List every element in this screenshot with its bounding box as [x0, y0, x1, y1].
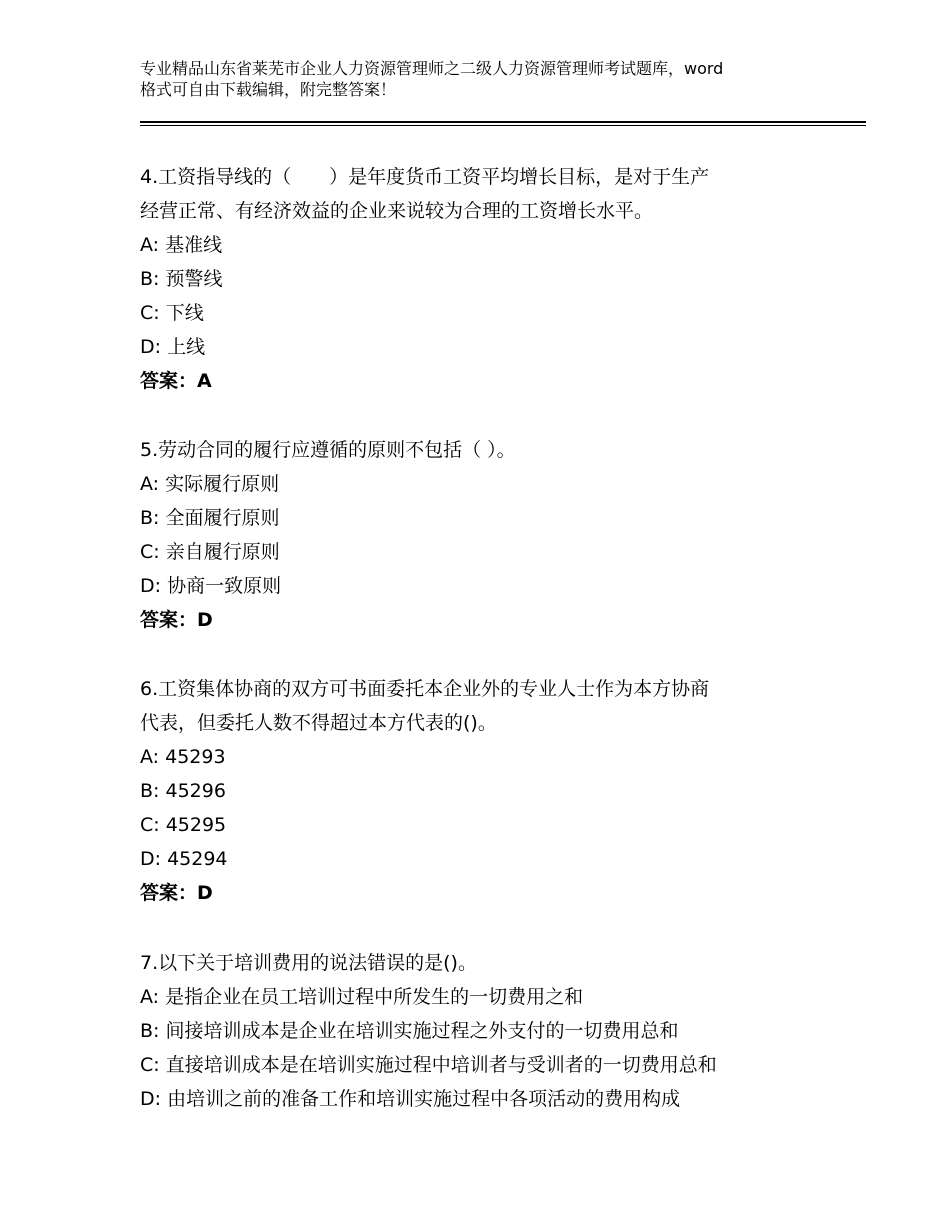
question-4	[140, 160, 820, 398]
option-d: D: 由培训之前的准备工作和培训实施过程中各项活动的费用构成	[140, 1088, 681, 1110]
question-text-cont: 代表，但委托人数不得超过本方代表的()。	[140, 712, 497, 734]
option-a: A: 基准线	[140, 234, 223, 256]
option-c: C: 下线	[140, 302, 204, 324]
question-text-cont: 经营正常、有经济效益的企业来说较为合理的工资增长水平。	[140, 200, 654, 222]
question-6	[140, 672, 820, 910]
question-text: 5.劳动合同的履行应遵循的原则不包括（ ）。	[140, 439, 516, 461]
question-text: 6.工资集体协商的双方可书面委托本企业外的专业人士作为本方协商	[140, 678, 710, 700]
option-a: A: 45293	[140, 746, 226, 768]
question-7	[140, 946, 820, 1116]
option-b: B: 45296	[140, 780, 226, 802]
document-header	[140, 58, 820, 100]
answer: 答案：A	[140, 370, 212, 392]
option-d: D: 协商一致原则	[140, 575, 282, 597]
option-b: B: 全面履行原则	[140, 507, 280, 529]
option-d: D: 上线	[140, 336, 206, 358]
option-b: B: 预警线	[140, 268, 223, 290]
option-b: B: 间接培训成本是企业在培训实施过程之外支付的一切费用总和	[140, 1020, 679, 1042]
question-5	[140, 433, 820, 637]
header-divider-thick	[140, 121, 866, 123]
question-text: 4.工资指导线的（ ）是年度货币工资平均增长目标，是对于生产	[140, 166, 710, 188]
answer: 答案：D	[140, 609, 213, 631]
header-divider-thin	[140, 125, 866, 126]
header-line-1: 专业精品山东省莱芜市企业人力资源管理师之二级人力资源管理师考试题库，word	[140, 59, 724, 78]
option-c: C: 亲自履行原则	[140, 541, 280, 563]
option-c: C: 45295	[140, 814, 227, 836]
header-line-2: 格式可自由下载编辑，附完整答案！	[140, 80, 397, 99]
option-d: D: 45294	[140, 848, 228, 870]
option-c: C: 直接培训成本是在培训实施过程中培训者与受训者的一切费用总和	[140, 1054, 717, 1076]
option-a: A: 是指企业在员工培训过程中所发生的一切费用之和	[140, 986, 584, 1008]
option-a: A: 实际履行原则	[140, 473, 280, 495]
answer: 答案：D	[140, 882, 213, 904]
question-text: 7.以下关于培训费用的说法错误的是()。	[140, 952, 477, 974]
